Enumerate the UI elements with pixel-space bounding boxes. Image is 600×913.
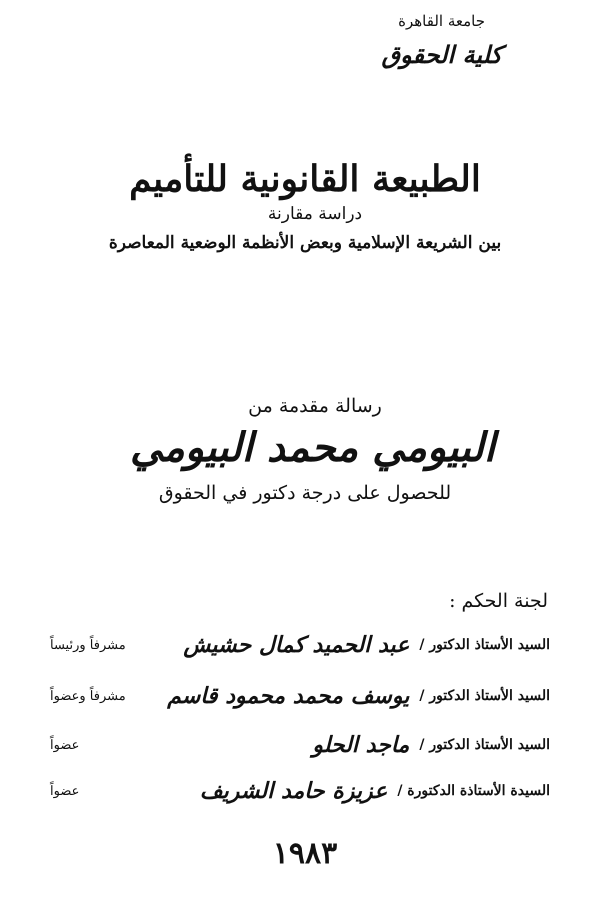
presented-by-label: رسالة مقدمة من	[248, 395, 382, 417]
member-name: عبد الحميد كمال حشيش	[183, 632, 410, 658]
member-role: عضواً	[50, 737, 80, 753]
thesis-year: ١٩٨٣	[272, 836, 338, 871]
member-title: السيدة الأستاذة الدكتورة /	[397, 783, 550, 799]
committee-heading: لجنة الحكم :	[449, 590, 548, 612]
author-name: البيومي محمد البيومي	[130, 424, 495, 471]
committee-member	[50, 726, 550, 764]
member-title: السيد الأستاذ الدكتور /	[419, 737, 550, 753]
member-role: عضواً	[50, 783, 80, 799]
member-role: مشرفاً ورئيساً	[50, 637, 126, 653]
committee-member	[50, 772, 550, 810]
faculty-name: كلية الحقوق	[381, 40, 502, 69]
study-type: دراسة مقارنة	[267, 204, 363, 224]
member-title: السيد الأستاذ الدكتور /	[419, 637, 550, 653]
member-name: يوسف محمد محمود قاسم	[167, 683, 410, 709]
committee-member	[50, 626, 550, 664]
member-name: عزيزة حامد الشريف	[199, 778, 388, 804]
thesis-title: الطبيعة القانونية للتأميم	[129, 158, 481, 200]
university-name: جامعة القاهرة	[398, 12, 485, 30]
member-title: السيد الأستاذ الدكتور /	[419, 688, 550, 704]
member-name: ماجد الحلو	[312, 732, 410, 758]
degree-statement: للحصول على درجة دكتور في الحقوق	[158, 482, 452, 504]
thesis-subtitle: بين الشريعة الإسلامية وبعض الأنظمة الوضعية المعاصرة	[108, 233, 502, 253]
member-role: مشرفاً وعضواً	[50, 688, 126, 704]
committee-member	[50, 677, 550, 715]
